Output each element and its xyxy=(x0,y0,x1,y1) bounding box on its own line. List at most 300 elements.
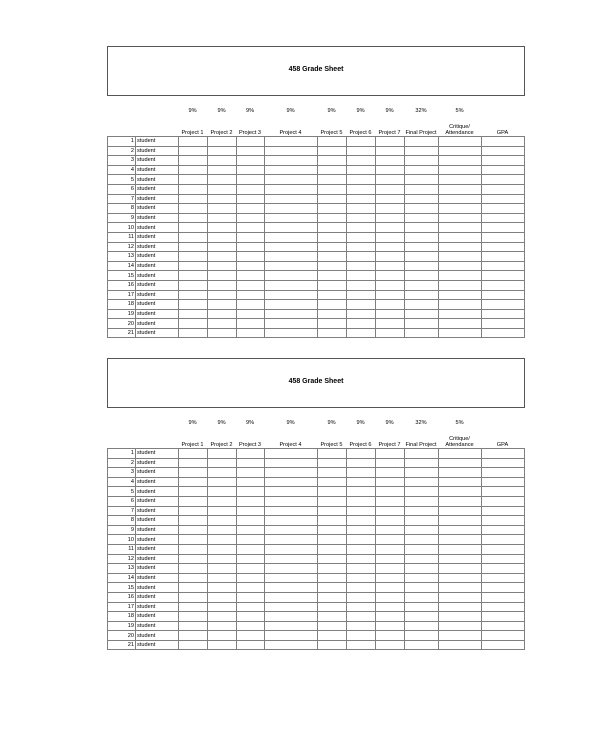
grade-cell[interactable] xyxy=(439,156,482,166)
grade-cell[interactable] xyxy=(318,544,347,554)
grade-cell[interactable] xyxy=(482,458,525,468)
grade-cell[interactable] xyxy=(265,583,318,593)
grade-cell[interactable] xyxy=(405,573,439,583)
grade-cell[interactable] xyxy=(208,280,237,290)
student-name-cell[interactable]: student xyxy=(136,516,179,526)
grade-cell[interactable] xyxy=(179,261,208,271)
grade-cell[interactable] xyxy=(405,583,439,593)
grade-cell[interactable] xyxy=(318,261,347,271)
grade-cell[interactable] xyxy=(208,525,237,535)
grade-cell[interactable] xyxy=(265,242,318,252)
grade-cell[interactable] xyxy=(439,223,482,233)
grade-cell[interactable] xyxy=(376,602,405,612)
grade-cell[interactable] xyxy=(439,525,482,535)
grade-cell[interactable] xyxy=(179,554,208,564)
grade-cell[interactable] xyxy=(179,204,208,214)
grade-cell[interactable] xyxy=(482,242,525,252)
grade-cell[interactable] xyxy=(405,194,439,204)
grade-cell[interactable] xyxy=(265,252,318,262)
grade-cell[interactable] xyxy=(376,252,405,262)
grade-cell[interactable] xyxy=(318,146,347,156)
grade-cell[interactable] xyxy=(265,564,318,574)
grade-cell[interactable] xyxy=(376,300,405,310)
grade-cell[interactable] xyxy=(347,592,376,602)
grade-cell[interactable] xyxy=(265,573,318,583)
grade-cell[interactable] xyxy=(265,612,318,622)
grade-cell[interactable] xyxy=(265,156,318,166)
grade-cell[interactable] xyxy=(347,631,376,641)
grade-cell[interactable] xyxy=(237,165,265,175)
grade-cell[interactable] xyxy=(376,592,405,602)
grade-cell[interactable] xyxy=(208,612,237,622)
grade-cell[interactable] xyxy=(405,280,439,290)
grade-cell[interactable] xyxy=(237,525,265,535)
grade-cell[interactable] xyxy=(208,319,237,329)
student-name-cell[interactable]: student xyxy=(136,204,179,214)
grade-cell[interactable] xyxy=(318,252,347,262)
grade-cell[interactable] xyxy=(405,564,439,574)
grade-cell[interactable] xyxy=(208,583,237,593)
grade-cell[interactable] xyxy=(376,261,405,271)
student-name-cell[interactable]: student xyxy=(136,640,179,650)
grade-cell[interactable] xyxy=(208,242,237,252)
grade-cell[interactable] xyxy=(376,640,405,650)
grade-cell[interactable] xyxy=(439,621,482,631)
grade-cell[interactable] xyxy=(405,621,439,631)
grade-cell[interactable] xyxy=(265,468,318,478)
grade-cell[interactable] xyxy=(439,631,482,641)
grade-cell[interactable] xyxy=(237,544,265,554)
grade-cell[interactable] xyxy=(179,184,208,194)
grade-cell[interactable] xyxy=(376,612,405,622)
grade-cell[interactable] xyxy=(376,516,405,526)
grade-cell[interactable] xyxy=(482,631,525,641)
grade-cell[interactable] xyxy=(179,242,208,252)
grade-cell[interactable] xyxy=(482,223,525,233)
student-name-cell[interactable]: student xyxy=(136,554,179,564)
grade-cell[interactable] xyxy=(318,592,347,602)
grade-cell[interactable] xyxy=(179,290,208,300)
grade-cell[interactable] xyxy=(318,554,347,564)
grade-cell[interactable] xyxy=(405,535,439,545)
grade-cell[interactable] xyxy=(376,146,405,156)
grade-cell[interactable] xyxy=(265,213,318,223)
grade-cell[interactable] xyxy=(439,535,482,545)
grade-cell[interactable] xyxy=(265,280,318,290)
grade-cell[interactable] xyxy=(439,592,482,602)
grade-cell[interactable] xyxy=(439,506,482,516)
grade-cell[interactable] xyxy=(237,280,265,290)
grade-cell[interactable] xyxy=(405,146,439,156)
grade-cell[interactable] xyxy=(237,506,265,516)
grade-cell[interactable] xyxy=(265,271,318,281)
grade-cell[interactable] xyxy=(482,535,525,545)
grade-cell[interactable] xyxy=(208,516,237,526)
grade-cell[interactable] xyxy=(318,525,347,535)
grade-cell[interactable] xyxy=(179,496,208,506)
grade-cell[interactable] xyxy=(376,477,405,487)
grade-cell[interactable] xyxy=(265,137,318,147)
grade-cell[interactable] xyxy=(439,184,482,194)
grade-cell[interactable] xyxy=(237,592,265,602)
grade-cell[interactable] xyxy=(376,506,405,516)
grade-cell[interactable] xyxy=(439,146,482,156)
student-name-cell[interactable]: student xyxy=(136,612,179,622)
grade-cell[interactable] xyxy=(405,223,439,233)
grade-cell[interactable] xyxy=(318,621,347,631)
grade-cell[interactable] xyxy=(482,280,525,290)
grade-cell[interactable] xyxy=(482,156,525,166)
grade-cell[interactable] xyxy=(376,468,405,478)
grade-cell[interactable] xyxy=(318,165,347,175)
grade-cell[interactable] xyxy=(318,204,347,214)
grade-cell[interactable] xyxy=(237,194,265,204)
grade-cell[interactable] xyxy=(179,319,208,329)
student-name-cell[interactable]: student xyxy=(136,271,179,281)
grade-cell[interactable] xyxy=(482,252,525,262)
grade-cell[interactable] xyxy=(318,449,347,459)
grade-cell[interactable] xyxy=(265,506,318,516)
grade-cell[interactable] xyxy=(482,564,525,574)
grade-cell[interactable] xyxy=(439,573,482,583)
grade-cell[interactable] xyxy=(208,184,237,194)
grade-cell[interactable] xyxy=(405,496,439,506)
grade-cell[interactable] xyxy=(237,516,265,526)
grade-cell[interactable] xyxy=(376,535,405,545)
grade-cell[interactable] xyxy=(347,458,376,468)
grade-cell[interactable] xyxy=(237,564,265,574)
grade-cell[interactable] xyxy=(439,300,482,310)
grade-cell[interactable] xyxy=(237,631,265,641)
grade-cell[interactable] xyxy=(208,309,237,319)
grade-cell[interactable] xyxy=(265,300,318,310)
grade-cell[interactable] xyxy=(405,477,439,487)
grade-cell[interactable] xyxy=(439,165,482,175)
grade-cell[interactable] xyxy=(482,137,525,147)
grade-cell[interactable] xyxy=(376,204,405,214)
grade-cell[interactable] xyxy=(439,309,482,319)
grade-cell[interactable] xyxy=(405,640,439,650)
grade-cell[interactable] xyxy=(318,583,347,593)
grade-cell[interactable] xyxy=(237,309,265,319)
grade-cell[interactable] xyxy=(179,544,208,554)
grade-cell[interactable] xyxy=(439,271,482,281)
grade-cell[interactable] xyxy=(405,554,439,564)
grade-cell[interactable] xyxy=(265,232,318,242)
grade-cell[interactable] xyxy=(237,242,265,252)
grade-cell[interactable] xyxy=(482,468,525,478)
grade-cell[interactable] xyxy=(237,573,265,583)
grade-cell[interactable] xyxy=(347,232,376,242)
grade-cell[interactable] xyxy=(405,232,439,242)
grade-cell[interactable] xyxy=(347,165,376,175)
grade-cell[interactable] xyxy=(376,458,405,468)
grade-cell[interactable] xyxy=(265,319,318,329)
grade-cell[interactable] xyxy=(405,544,439,554)
student-name-cell[interactable]: student xyxy=(136,280,179,290)
grade-cell[interactable] xyxy=(347,525,376,535)
grade-cell[interactable] xyxy=(482,184,525,194)
grade-cell[interactable] xyxy=(265,146,318,156)
student-name-cell[interactable]: student xyxy=(136,309,179,319)
grade-cell[interactable] xyxy=(376,583,405,593)
grade-cell[interactable] xyxy=(208,449,237,459)
grade-cell[interactable] xyxy=(439,232,482,242)
grade-cell[interactable] xyxy=(482,602,525,612)
grade-cell[interactable] xyxy=(482,477,525,487)
grade-cell[interactable] xyxy=(439,213,482,223)
grade-cell[interactable] xyxy=(376,194,405,204)
grade-cell[interactable] xyxy=(265,309,318,319)
grade-cell[interactable] xyxy=(347,477,376,487)
student-name-cell[interactable]: student xyxy=(136,535,179,545)
student-name-cell[interactable]: student xyxy=(136,146,179,156)
grade-cell[interactable] xyxy=(405,300,439,310)
grade-cell[interactable] xyxy=(347,544,376,554)
grade-cell[interactable] xyxy=(376,449,405,459)
student-name-cell[interactable]: student xyxy=(136,184,179,194)
grade-cell[interactable] xyxy=(482,573,525,583)
grade-cell[interactable] xyxy=(208,564,237,574)
grade-cell[interactable] xyxy=(208,290,237,300)
grade-cell[interactable] xyxy=(405,309,439,319)
grade-cell[interactable] xyxy=(439,252,482,262)
grade-cell[interactable] xyxy=(318,328,347,338)
student-name-cell[interactable]: student xyxy=(136,252,179,262)
grade-cell[interactable] xyxy=(439,477,482,487)
grade-cell[interactable] xyxy=(439,290,482,300)
grade-cell[interactable] xyxy=(439,449,482,459)
grade-cell[interactable] xyxy=(265,640,318,650)
grade-cell[interactable] xyxy=(265,290,318,300)
grade-cell[interactable] xyxy=(237,612,265,622)
grade-cell[interactable] xyxy=(482,194,525,204)
grade-cell[interactable] xyxy=(439,612,482,622)
grade-cell[interactable] xyxy=(237,290,265,300)
grade-cell[interactable] xyxy=(265,535,318,545)
grade-cell[interactable] xyxy=(405,213,439,223)
grade-cell[interactable] xyxy=(347,290,376,300)
grade-cell[interactable] xyxy=(265,261,318,271)
grade-cell[interactable] xyxy=(318,280,347,290)
grade-cell[interactable] xyxy=(482,621,525,631)
grade-cell[interactable] xyxy=(405,271,439,281)
grade-cell[interactable] xyxy=(318,232,347,242)
grade-cell[interactable] xyxy=(405,137,439,147)
grade-cell[interactable] xyxy=(208,621,237,631)
grade-cell[interactable] xyxy=(265,184,318,194)
grade-cell[interactable] xyxy=(208,468,237,478)
grade-cell[interactable] xyxy=(318,564,347,574)
grade-cell[interactable] xyxy=(208,506,237,516)
grade-cell[interactable] xyxy=(347,516,376,526)
grade-cell[interactable] xyxy=(265,631,318,641)
grade-cell[interactable] xyxy=(237,468,265,478)
grade-cell[interactable] xyxy=(237,496,265,506)
grade-cell[interactable] xyxy=(318,300,347,310)
grade-cell[interactable] xyxy=(237,535,265,545)
grade-cell[interactable] xyxy=(237,449,265,459)
grade-cell[interactable] xyxy=(405,602,439,612)
grade-cell[interactable] xyxy=(237,640,265,650)
grade-cell[interactable] xyxy=(439,496,482,506)
grade-cell[interactable] xyxy=(439,583,482,593)
grade-cell[interactable] xyxy=(179,156,208,166)
grade-cell[interactable] xyxy=(179,252,208,262)
grade-cell[interactable] xyxy=(265,516,318,526)
grade-cell[interactable] xyxy=(318,175,347,185)
grade-cell[interactable] xyxy=(318,458,347,468)
grade-cell[interactable] xyxy=(208,156,237,166)
grade-cell[interactable] xyxy=(482,516,525,526)
grade-cell[interactable] xyxy=(318,290,347,300)
grade-cell[interactable] xyxy=(439,242,482,252)
grade-cell[interactable] xyxy=(179,592,208,602)
grade-cell[interactable] xyxy=(208,204,237,214)
grade-cell[interactable] xyxy=(439,564,482,574)
grade-cell[interactable] xyxy=(347,621,376,631)
grade-cell[interactable] xyxy=(347,184,376,194)
grade-cell[interactable] xyxy=(439,640,482,650)
grade-cell[interactable] xyxy=(376,554,405,564)
student-name-cell[interactable]: student xyxy=(136,300,179,310)
grade-cell[interactable] xyxy=(265,602,318,612)
grade-cell[interactable] xyxy=(318,194,347,204)
grade-cell[interactable] xyxy=(179,458,208,468)
grade-cell[interactable] xyxy=(405,612,439,622)
grade-cell[interactable] xyxy=(376,544,405,554)
grade-cell[interactable] xyxy=(347,319,376,329)
grade-cell[interactable] xyxy=(439,204,482,214)
grade-cell[interactable] xyxy=(347,300,376,310)
grade-cell[interactable] xyxy=(208,213,237,223)
grade-cell[interactable] xyxy=(405,184,439,194)
grade-cell[interactable] xyxy=(405,449,439,459)
grade-cell[interactable] xyxy=(265,458,318,468)
grade-cell[interactable] xyxy=(376,280,405,290)
student-name-cell[interactable]: student xyxy=(136,544,179,554)
grade-cell[interactable] xyxy=(482,146,525,156)
grade-cell[interactable] xyxy=(237,487,265,497)
grade-cell[interactable] xyxy=(179,583,208,593)
grade-cell[interactable] xyxy=(439,602,482,612)
grade-cell[interactable] xyxy=(376,309,405,319)
grade-cell[interactable] xyxy=(265,525,318,535)
grade-cell[interactable] xyxy=(179,516,208,526)
grade-cell[interactable] xyxy=(265,621,318,631)
student-name-cell[interactable]: student xyxy=(136,525,179,535)
grade-cell[interactable] xyxy=(318,602,347,612)
grade-cell[interactable] xyxy=(376,525,405,535)
grade-cell[interactable] xyxy=(179,309,208,319)
student-name-cell[interactable]: student xyxy=(136,583,179,593)
grade-cell[interactable] xyxy=(482,612,525,622)
student-name-cell[interactable]: student xyxy=(136,232,179,242)
grade-cell[interactable] xyxy=(208,232,237,242)
grade-cell[interactable] xyxy=(482,487,525,497)
grade-cell[interactable] xyxy=(265,554,318,564)
grade-cell[interactable] xyxy=(405,204,439,214)
student-name-cell[interactable]: student xyxy=(136,242,179,252)
grade-cell[interactable] xyxy=(482,175,525,185)
grade-cell[interactable] xyxy=(376,564,405,574)
grade-cell[interactable] xyxy=(237,319,265,329)
grade-cell[interactable] xyxy=(482,592,525,602)
grade-cell[interactable] xyxy=(347,328,376,338)
grade-cell[interactable] xyxy=(318,156,347,166)
grade-cell[interactable] xyxy=(405,252,439,262)
grade-cell[interactable] xyxy=(405,242,439,252)
grade-cell[interactable] xyxy=(179,602,208,612)
student-name-cell[interactable]: student xyxy=(136,477,179,487)
grade-cell[interactable] xyxy=(318,468,347,478)
grade-cell[interactable] xyxy=(376,621,405,631)
grade-cell[interactable] xyxy=(208,194,237,204)
grade-cell[interactable] xyxy=(482,328,525,338)
grade-cell[interactable] xyxy=(347,175,376,185)
grade-cell[interactable] xyxy=(237,458,265,468)
grade-cell[interactable] xyxy=(208,328,237,338)
grade-cell[interactable] xyxy=(237,223,265,233)
grade-cell[interactable] xyxy=(405,261,439,271)
grade-cell[interactable] xyxy=(265,477,318,487)
grade-cell[interactable] xyxy=(376,319,405,329)
grade-cell[interactable] xyxy=(347,252,376,262)
grade-cell[interactable] xyxy=(318,487,347,497)
grade-cell[interactable] xyxy=(318,184,347,194)
student-name-cell[interactable]: student xyxy=(136,621,179,631)
grade-cell[interactable] xyxy=(376,631,405,641)
grade-cell[interactable] xyxy=(237,602,265,612)
grade-cell[interactable] xyxy=(482,213,525,223)
grade-cell[interactable] xyxy=(237,204,265,214)
student-name-cell[interactable]: student xyxy=(136,496,179,506)
grade-cell[interactable] xyxy=(347,535,376,545)
grade-cell[interactable] xyxy=(237,477,265,487)
grade-cell[interactable] xyxy=(208,477,237,487)
grade-cell[interactable] xyxy=(376,175,405,185)
grade-cell[interactable] xyxy=(347,612,376,622)
grade-cell[interactable] xyxy=(405,525,439,535)
grade-cell[interactable] xyxy=(237,252,265,262)
grade-cell[interactable] xyxy=(179,477,208,487)
student-name-cell[interactable]: student xyxy=(136,328,179,338)
grade-cell[interactable] xyxy=(208,175,237,185)
grade-cell[interactable] xyxy=(265,328,318,338)
grade-cell[interactable] xyxy=(482,544,525,554)
grade-cell[interactable] xyxy=(179,300,208,310)
grade-cell[interactable] xyxy=(347,271,376,281)
grade-cell[interactable] xyxy=(265,223,318,233)
student-name-cell[interactable]: student xyxy=(136,175,179,185)
student-name-cell[interactable]: student xyxy=(136,223,179,233)
grade-cell[interactable] xyxy=(318,506,347,516)
grade-cell[interactable] xyxy=(482,506,525,516)
grade-cell[interactable] xyxy=(482,271,525,281)
grade-cell[interactable] xyxy=(439,261,482,271)
grade-cell[interactable] xyxy=(208,271,237,281)
grade-cell[interactable] xyxy=(376,328,405,338)
grade-cell[interactable] xyxy=(179,612,208,622)
grade-cell[interactable] xyxy=(439,458,482,468)
grade-cell[interactable] xyxy=(208,146,237,156)
grade-cell[interactable] xyxy=(482,583,525,593)
student-name-cell[interactable]: student xyxy=(136,573,179,583)
grade-cell[interactable] xyxy=(265,175,318,185)
grade-cell[interactable] xyxy=(208,137,237,147)
grade-cell[interactable] xyxy=(208,165,237,175)
student-name-cell[interactable]: student xyxy=(136,137,179,147)
